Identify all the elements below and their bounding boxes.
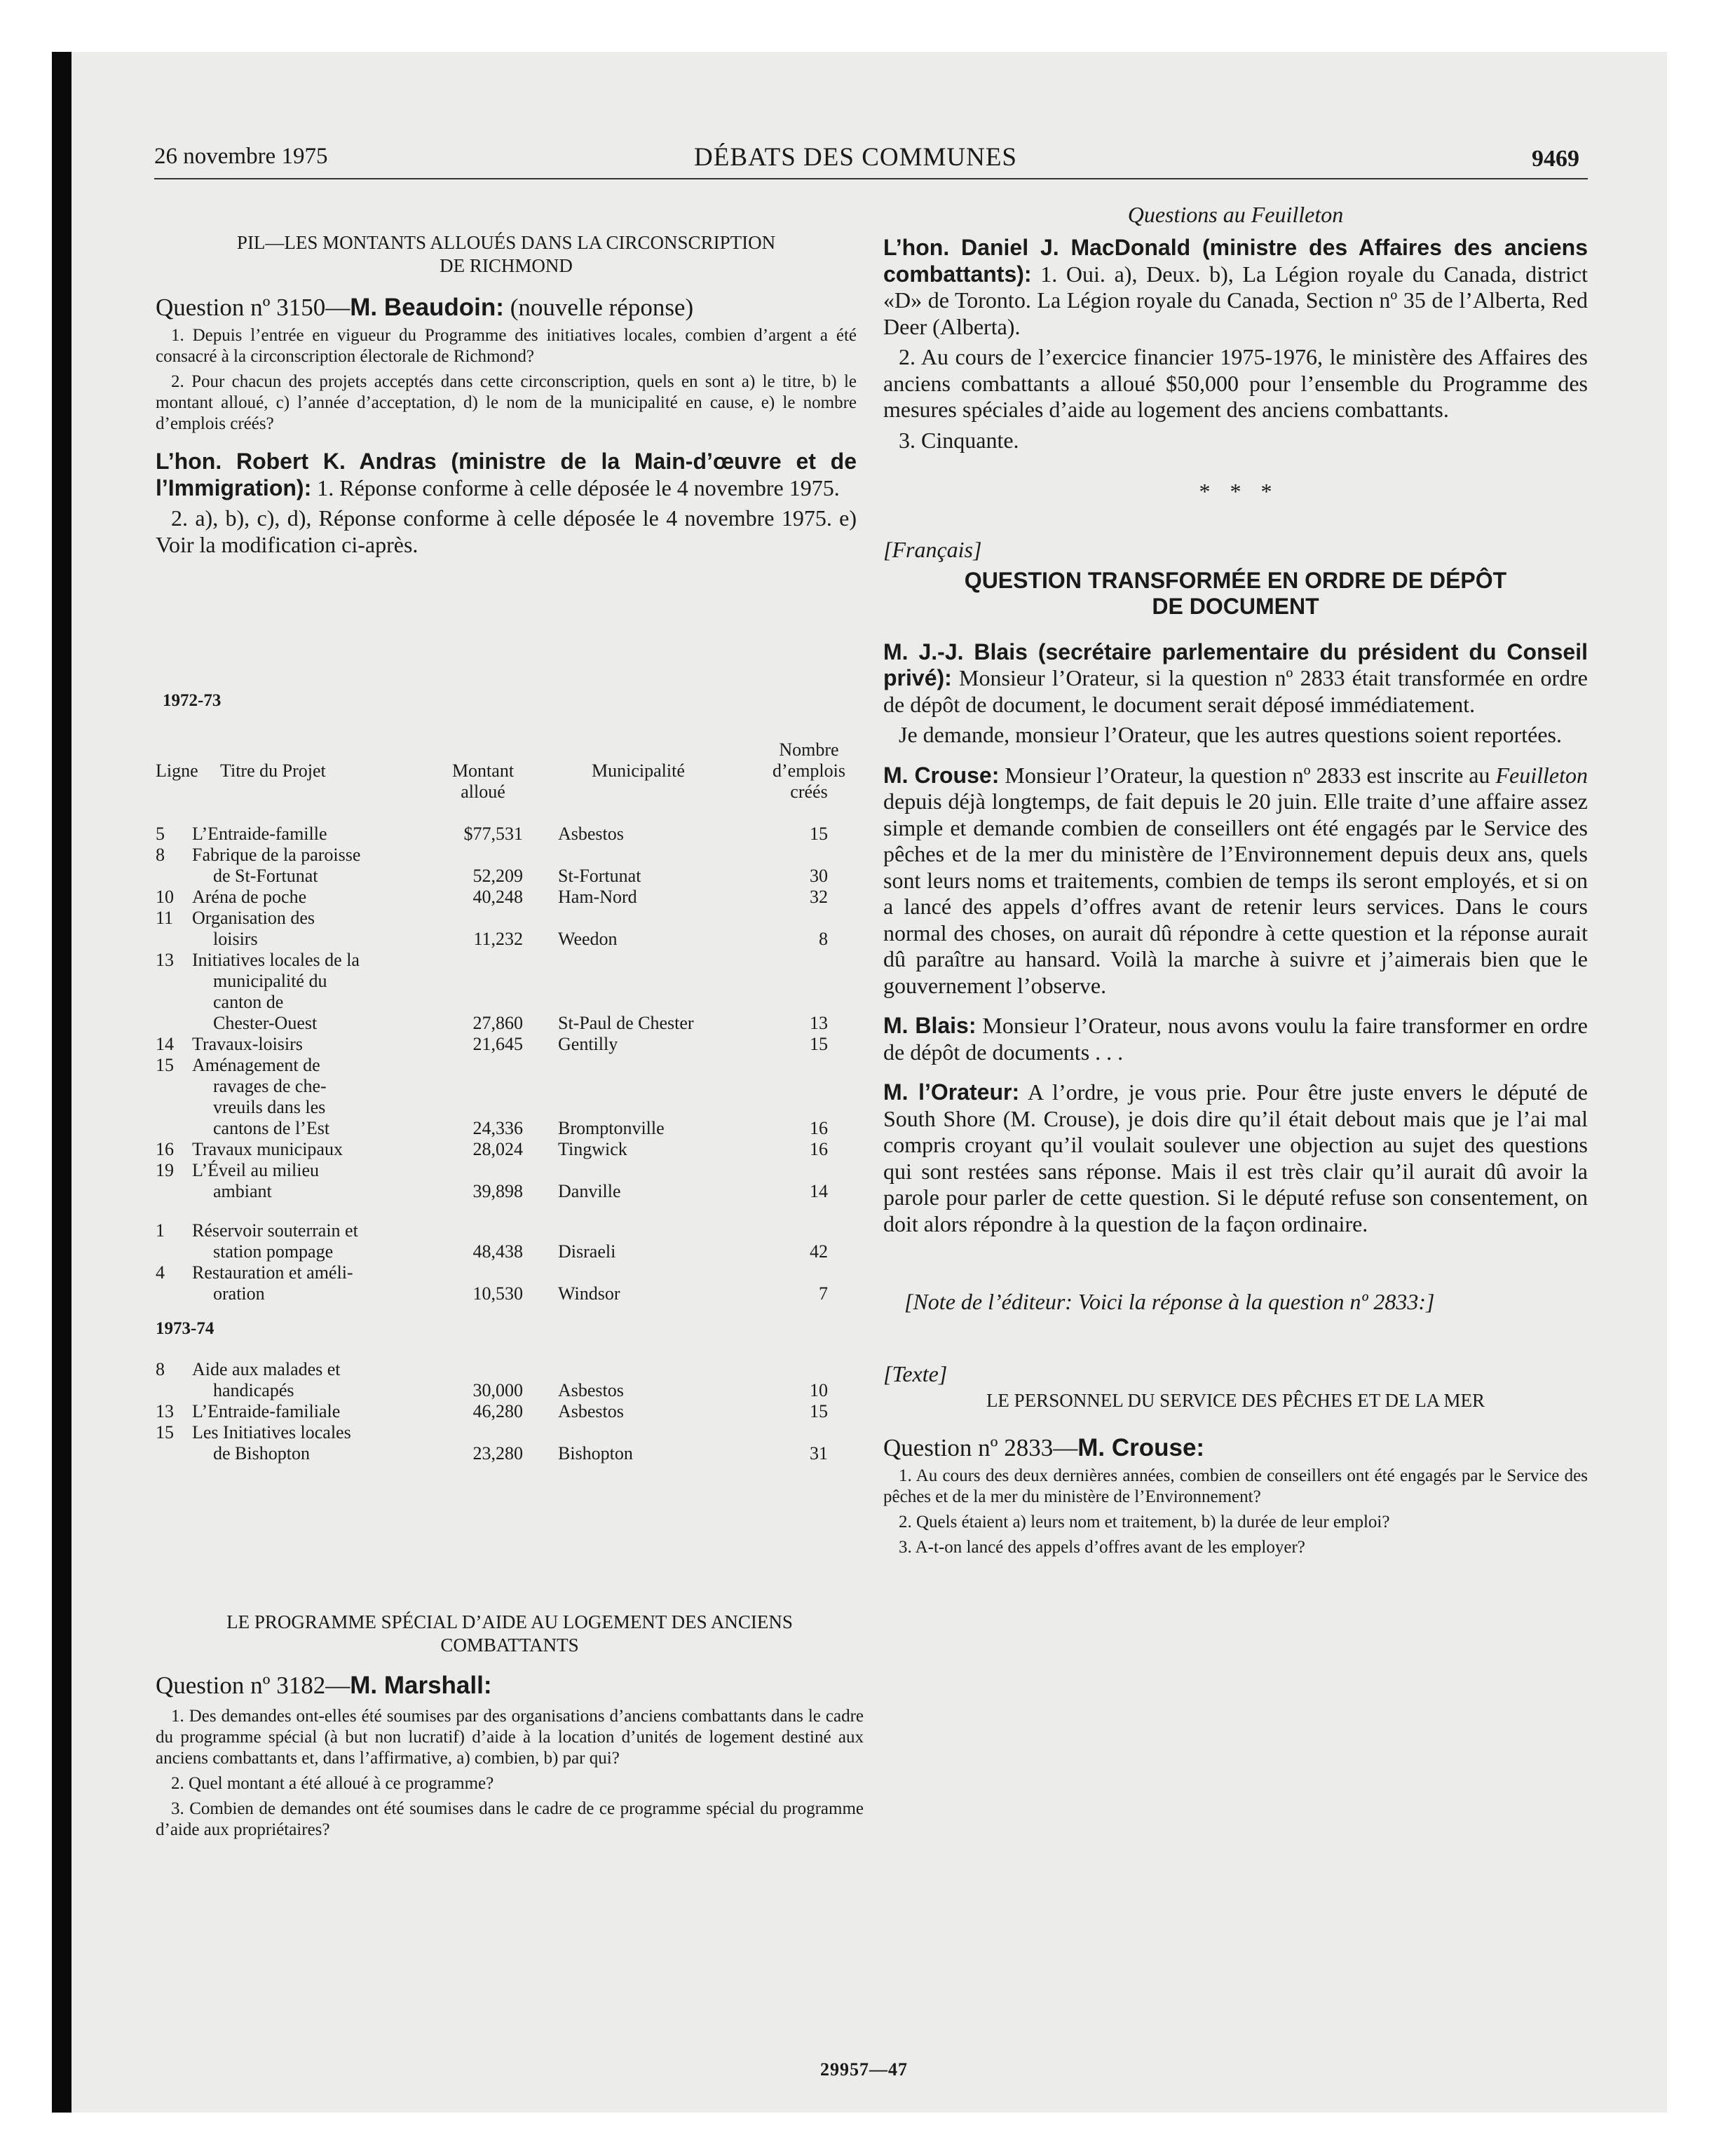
cell-municipality: Tingwick xyxy=(558,1139,627,1159)
header-rule xyxy=(154,178,1588,179)
cell-title-line: Travaux-loisirs xyxy=(192,1034,303,1054)
cell-amount: 27,860 xyxy=(472,1013,523,1033)
cell-line: 13 xyxy=(156,1401,174,1421)
speaker-crouse: M. Crouse: xyxy=(883,762,1000,788)
period-1973: 1973-74 xyxy=(156,1319,215,1338)
cell-title xyxy=(192,1160,430,1202)
cell-title-line: L’Entraide-famille xyxy=(192,824,327,844)
program-heading-line-2: COMBATTANTS xyxy=(440,1635,579,1656)
crouse-text-a: Monsieur l’Orateur, la question nº 2833 est inscrite au xyxy=(999,762,1496,788)
speaker-blais: M. J.-J. Blais (secrétaire parlementaire du président du Conseil privé): xyxy=(883,639,1588,690)
col-header-municipality: Municipalité xyxy=(592,760,685,781)
cell-jobs: 15 xyxy=(810,1034,828,1054)
pil-heading-line-2: DE RICHMOND xyxy=(440,255,573,276)
q2833-item-3: 3. A-t-on lancé des appels d’offres avant de les employer? xyxy=(899,1537,1305,1557)
cell-jobs: 13 xyxy=(810,1013,828,1033)
language-tag: [Français] xyxy=(883,537,982,562)
cell-title-line: loisirs xyxy=(213,929,258,949)
cell-jobs: 32 xyxy=(810,887,828,907)
speaker-andras: L’hon. Robert K. Andras (ministre de la Main-d’œuvre et de l’Immigration): xyxy=(156,449,857,500)
pil-heading xyxy=(156,231,857,278)
question-prefix: Question nº 3150— xyxy=(156,294,351,321)
section-title: Questions au Feuilleton xyxy=(1127,202,1344,227)
cell-municipality: Asbestos xyxy=(558,1380,624,1400)
cell-title xyxy=(192,845,430,887)
question-member: M. Beaudoin: xyxy=(350,294,504,321)
cell-amount: 52,209 xyxy=(472,866,523,886)
macdonald-answer xyxy=(883,235,1588,340)
q2833-item-2: 2. Quels étaient a) leurs nom et traitement, b) la durée de leur emploi? xyxy=(899,1512,1390,1531)
macdonald-answer-3: 3. Cinquante. xyxy=(899,427,1019,453)
blais-request: Je demande, monsieur l’Orateur, que les autres questions soient reportées. xyxy=(899,722,1562,747)
cell-municipality: St-Paul de Chester xyxy=(558,1013,694,1033)
q3182-item-1: 1. Des demandes ont-elles été soumises par des organisations d’anciens combattants dans le cadre du programme spécial (à but non lucratif) d’aide à la location d’unités de logement destiné aux anciens combattants et, dans l’affirmative, a) combien, b) par qui? xyxy=(156,1707,864,1768)
andras-answer xyxy=(156,449,857,501)
cell-amount: 48,438 xyxy=(472,1241,523,1262)
col-header-jobs: Nombre d’emplois créés xyxy=(773,739,845,802)
table-row xyxy=(156,845,864,887)
cell-jobs: 16 xyxy=(810,1118,828,1138)
footer-code: 29957—47 xyxy=(820,2059,908,2080)
crouse-statement xyxy=(883,763,1588,999)
cell-title-line: Réservoir souterrain et xyxy=(192,1220,358,1241)
personnel-heading: LE PERSONNEL DU SERVICE DES PÊCHES ET DE LA MER xyxy=(986,1389,1485,1411)
cell-jobs: 15 xyxy=(810,824,828,844)
table-row xyxy=(156,1220,864,1262)
cell-title xyxy=(192,1055,430,1139)
macdonald-answer-1: 1. Oui. a), Deux. b), La Légion royale du Canada, district «D» de Toronto. La Légion royale du Canada, Section nº 35 de l’Alberta, Red Deer (Alberta). xyxy=(883,261,1588,339)
cell-title xyxy=(192,950,430,1034)
andras-answer-2: 2. a), b), c), d), Réponse conforme à celle déposée le 4 novembre 1975. e) Voir la modification ci-après. xyxy=(156,505,857,557)
cell-amount: 21,645 xyxy=(472,1034,523,1054)
speaker-blais-2: M. Blais: xyxy=(883,1013,977,1038)
cell-municipality: Asbestos xyxy=(558,824,624,844)
cell-title-line: Chester-Ouest xyxy=(213,1013,318,1033)
table-row xyxy=(156,1262,864,1304)
cell-title-line: Organisation des xyxy=(192,908,315,928)
cell-title-line: Fabrique de la paroisse xyxy=(192,845,361,865)
speaker-orateur: M. l’Orateur: xyxy=(883,1079,1020,1105)
cell-title-line: Initiatives locales de la xyxy=(192,950,360,970)
cell-municipality: Windsor xyxy=(558,1283,620,1304)
cell-title-line: cantons de l’Est xyxy=(213,1118,330,1138)
table-header-row xyxy=(156,739,864,803)
question-member: M. Crouse: xyxy=(1077,1433,1205,1461)
cell-title-line: ambiant xyxy=(213,1181,272,1201)
cell-municipality: Danville xyxy=(558,1181,621,1201)
cell-title-line: de Bishopton xyxy=(213,1443,310,1464)
cell-title-line: station pompage xyxy=(213,1241,334,1262)
cell-jobs: 8 xyxy=(819,929,828,949)
cell-title xyxy=(192,908,430,950)
table-row xyxy=(156,1160,864,1202)
transform-heading xyxy=(883,568,1588,620)
section-stars: * * * xyxy=(1199,479,1272,504)
cell-jobs: 14 xyxy=(810,1181,828,1201)
question-prefix: Question nº 2833— xyxy=(883,1433,1078,1461)
cell-municipality: Weedon xyxy=(558,929,618,949)
orateur-ruling-text: A l’ordre, je vous prie. Pour être juste envers le député de South Shore (M. Crouse), je dois dire qu’il était debout mais que je l’ai mal compris croyant qu’il voulait soulever une objection au sujet des questions qui sont restées sans réponse. Mais il est très clair qu’il aurait dû avoir la parole pour parler de cette question. Si le député refuse son consentement, on doit alors répondre à la question de la façon ordinaire. xyxy=(883,1079,1588,1236)
program-section xyxy=(156,1611,864,1841)
cell-line: 15 xyxy=(156,1422,174,1442)
cell-amount: 23,280 xyxy=(472,1443,523,1464)
table-row xyxy=(156,1055,864,1139)
cell-municipality: Ham-Nord xyxy=(558,887,637,907)
table-row xyxy=(156,1034,864,1055)
cell-title-line: Restauration et améli- xyxy=(192,1262,353,1283)
cell-line: 8 xyxy=(156,845,165,865)
col-header-line: Ligne xyxy=(156,760,198,781)
cell-municipality: Bromptonville xyxy=(558,1118,665,1138)
cell-line: 14 xyxy=(156,1034,174,1054)
question-3182 xyxy=(156,1671,864,1700)
table-row xyxy=(156,824,864,845)
texte-tag: [Texte] xyxy=(883,1361,948,1386)
crouse-text-b: depuis déjà longtemps, de fait depuis le 20 juin. Elle traite d’une affaire assez simple et demande combien de conseillers ont été engagés par le Service des pêches et de la mer du ministère de l’Environnement depuis deux ans, quels sont leurs noms et traitements, combien de temps ils seront employés, et si on a lancé des appels d’offres avant de retenir leurs services. Dans le cours normal des choses, on aurait dû répondre à cette question et la réponse aurait dû paraître au hansard. Voilà la marche à suivre et j’aimerais bien que le gouvernement l’observe. xyxy=(883,789,1588,998)
cell-title-line: oration xyxy=(213,1283,265,1304)
cell-title-line: Les Initiatives locales xyxy=(192,1422,351,1442)
cell-jobs: 30 xyxy=(810,866,828,886)
cell-municipality: Bishopton xyxy=(558,1443,633,1464)
cell-title xyxy=(192,1359,430,1401)
scan-binding-edge xyxy=(52,52,72,2113)
cell-jobs: 7 xyxy=(819,1283,828,1304)
rows-1972 xyxy=(156,824,864,1304)
orateur-ruling xyxy=(883,1079,1588,1237)
table-row xyxy=(156,887,864,908)
blais-reply xyxy=(883,1013,1588,1065)
program-heading xyxy=(156,1611,864,1657)
cell-jobs: 15 xyxy=(810,1401,828,1421)
cell-title xyxy=(192,1034,430,1055)
col-header-amount: Montant alloué xyxy=(451,760,515,802)
header-title: DÉBATS DES COMMUNES xyxy=(694,143,1018,172)
cell-municipality: St-Fortunat xyxy=(558,866,641,886)
cell-title xyxy=(192,1139,430,1160)
cell-title-line: vreuils dans les xyxy=(213,1097,326,1117)
question-member: M. Marshall: xyxy=(350,1672,492,1699)
cell-title-line: L’Entraide-familiale xyxy=(192,1401,341,1421)
macdonald-answer-2: 2. Au cours de l’exercice financier 1975-1976, le ministère des Affaires des anciens combattants a alloué $50,000 pour l’ensemble du Programme des mesures spéciales d’aide au logement des anciens combattants. xyxy=(883,344,1588,422)
cell-title xyxy=(192,1422,430,1464)
cell-title-line: L’Éveil au milieu xyxy=(192,1160,319,1180)
cell-line: 1 xyxy=(156,1220,165,1241)
cell-line: 13 xyxy=(156,950,174,970)
cell-title xyxy=(192,1401,430,1422)
cell-amount: 40,248 xyxy=(472,887,523,907)
cell-amount: 30,000 xyxy=(472,1380,523,1400)
cell-title-line: de St-Fortunat xyxy=(213,866,318,886)
table-row xyxy=(156,1139,864,1160)
cell-line: 19 xyxy=(156,1160,174,1180)
rows-1973 xyxy=(156,1359,864,1464)
cell-jobs: 31 xyxy=(810,1443,828,1464)
projects-table xyxy=(156,690,864,1464)
q2833-item-1: 1. Au cours des deux dernières années, combien de conseillers ont été engagés par le Service des pêches et de la mer du ministère de l’Environnement? xyxy=(883,1466,1588,1506)
table-row xyxy=(156,950,864,1034)
cell-amount: 11,232 xyxy=(473,929,523,949)
q3182-item-3: 3. Combien de demandes ont été soumises dans le cadre de ce programme spécial du programme d’aide aux propriétaires? xyxy=(156,1799,864,1839)
cell-line: 16 xyxy=(156,1139,174,1159)
table-row xyxy=(156,1359,864,1401)
cell-jobs: 10 xyxy=(810,1380,828,1400)
q3150-item-2: 2. Pour chacun des projets acceptés dans cette circonscription, quels en sont a) le titre, b) le montant alloué, c) l’année d’acceptation, d) le nom de la municipalité en cause, e) le nombre d’emplois créés? xyxy=(156,372,857,433)
transform-heading-line-1: QUESTION TRANSFORMÉE EN ORDRE DE DÉPÔT xyxy=(964,567,1507,593)
col-header-title: Titre du Projet xyxy=(220,760,326,781)
cell-title xyxy=(192,1262,430,1304)
cell-title xyxy=(192,1220,430,1262)
question-2833 xyxy=(883,1433,1588,1463)
cell-amount: 28,024 xyxy=(472,1139,523,1159)
right-column xyxy=(883,202,1588,1558)
cell-line: 5 xyxy=(156,824,165,844)
question-3150 xyxy=(156,293,857,322)
cell-line: 4 xyxy=(156,1262,165,1283)
q3150-item-1: 1. Depuis l’entrée en vigueur du Programme des initiatives locales, combien d’argent a été consacré à la circonscription électorale de Richmond? xyxy=(156,326,857,366)
cell-title-line: Aréna de poche xyxy=(192,887,307,907)
cell-title xyxy=(192,887,430,908)
cell-amount: 39,898 xyxy=(472,1181,523,1201)
cell-amount: 24,336 xyxy=(472,1118,523,1138)
crouse-text-italic: Feuilleton xyxy=(1495,762,1588,788)
cell-municipality: Asbestos xyxy=(558,1401,624,1421)
andras-answer-1: 1. Réponse conforme à celle déposée le 4 novembre 1975. xyxy=(311,475,840,500)
left-column xyxy=(156,231,857,558)
cell-amount: 10,530 xyxy=(472,1283,523,1304)
cell-municipality: Gentilly xyxy=(558,1034,618,1054)
cell-title-line: Aide aux malades et xyxy=(192,1359,341,1379)
speaker-macdonald: L’hon. Daniel J. MacDonald (ministre des Affaires des anciens combattants): xyxy=(883,235,1588,287)
cell-title-line: canton de xyxy=(213,992,284,1012)
cell-title-line: Travaux municipaux xyxy=(192,1139,343,1159)
page-number: 9469 xyxy=(1532,146,1579,172)
cell-line: 15 xyxy=(156,1055,174,1075)
header-date: 26 novembre 1975 xyxy=(154,144,328,169)
cell-title-line: ravages de che- xyxy=(213,1076,327,1096)
cell-title-line: municipalité du xyxy=(213,971,327,991)
q3182-item-2: 2. Quel montant a été alloué à ce programme? xyxy=(171,1774,494,1793)
cell-municipality: Disraeli xyxy=(558,1241,616,1262)
cell-jobs: 42 xyxy=(810,1241,828,1262)
table-row xyxy=(156,1401,864,1422)
cell-line: 11 xyxy=(156,908,174,928)
program-heading-line-1: LE PROGRAMME SPÉCIAL D’AIDE AU LOGEMENT DES ANCIENS xyxy=(226,1611,793,1632)
cell-jobs: 16 xyxy=(810,1139,828,1159)
cell-line: 8 xyxy=(156,1359,165,1379)
cell-line: 10 xyxy=(156,887,174,907)
blais-statement-text: Monsieur l’Orateur, si la question nº 2833 était transformée en ordre de dépôt de document, le document serait déposé immédiatement. xyxy=(883,665,1588,717)
cell-title-line: Aménagement de xyxy=(192,1055,320,1075)
editor-note: [Note de l’éditeur: Voici la réponse à la question nº 2833:] xyxy=(904,1289,1435,1314)
cell-amount: 46,280 xyxy=(472,1401,523,1421)
transform-heading-line-2: DE DOCUMENT xyxy=(1152,593,1319,619)
cell-amount: $77,531 xyxy=(463,824,523,844)
blais-statement xyxy=(883,639,1588,718)
question-suffix: (nouvelle réponse) xyxy=(503,294,694,321)
period-1972: 1972-73 xyxy=(163,691,222,710)
table-row xyxy=(156,1422,864,1464)
table-row xyxy=(156,908,864,950)
cell-title-line: handicapés xyxy=(213,1380,294,1400)
question-prefix: Question nº 3182— xyxy=(156,1672,351,1699)
cell-title xyxy=(192,824,430,845)
pil-heading-line-1: PIL—LES MONTANTS ALLOUÉS DANS LA CIRCONSCRIPTION xyxy=(236,232,776,253)
blais-reply-text: Monsieur l’Orateur, nous avons voulu la faire transformer en ordre de dépôt de documents . . . xyxy=(883,1013,1588,1065)
